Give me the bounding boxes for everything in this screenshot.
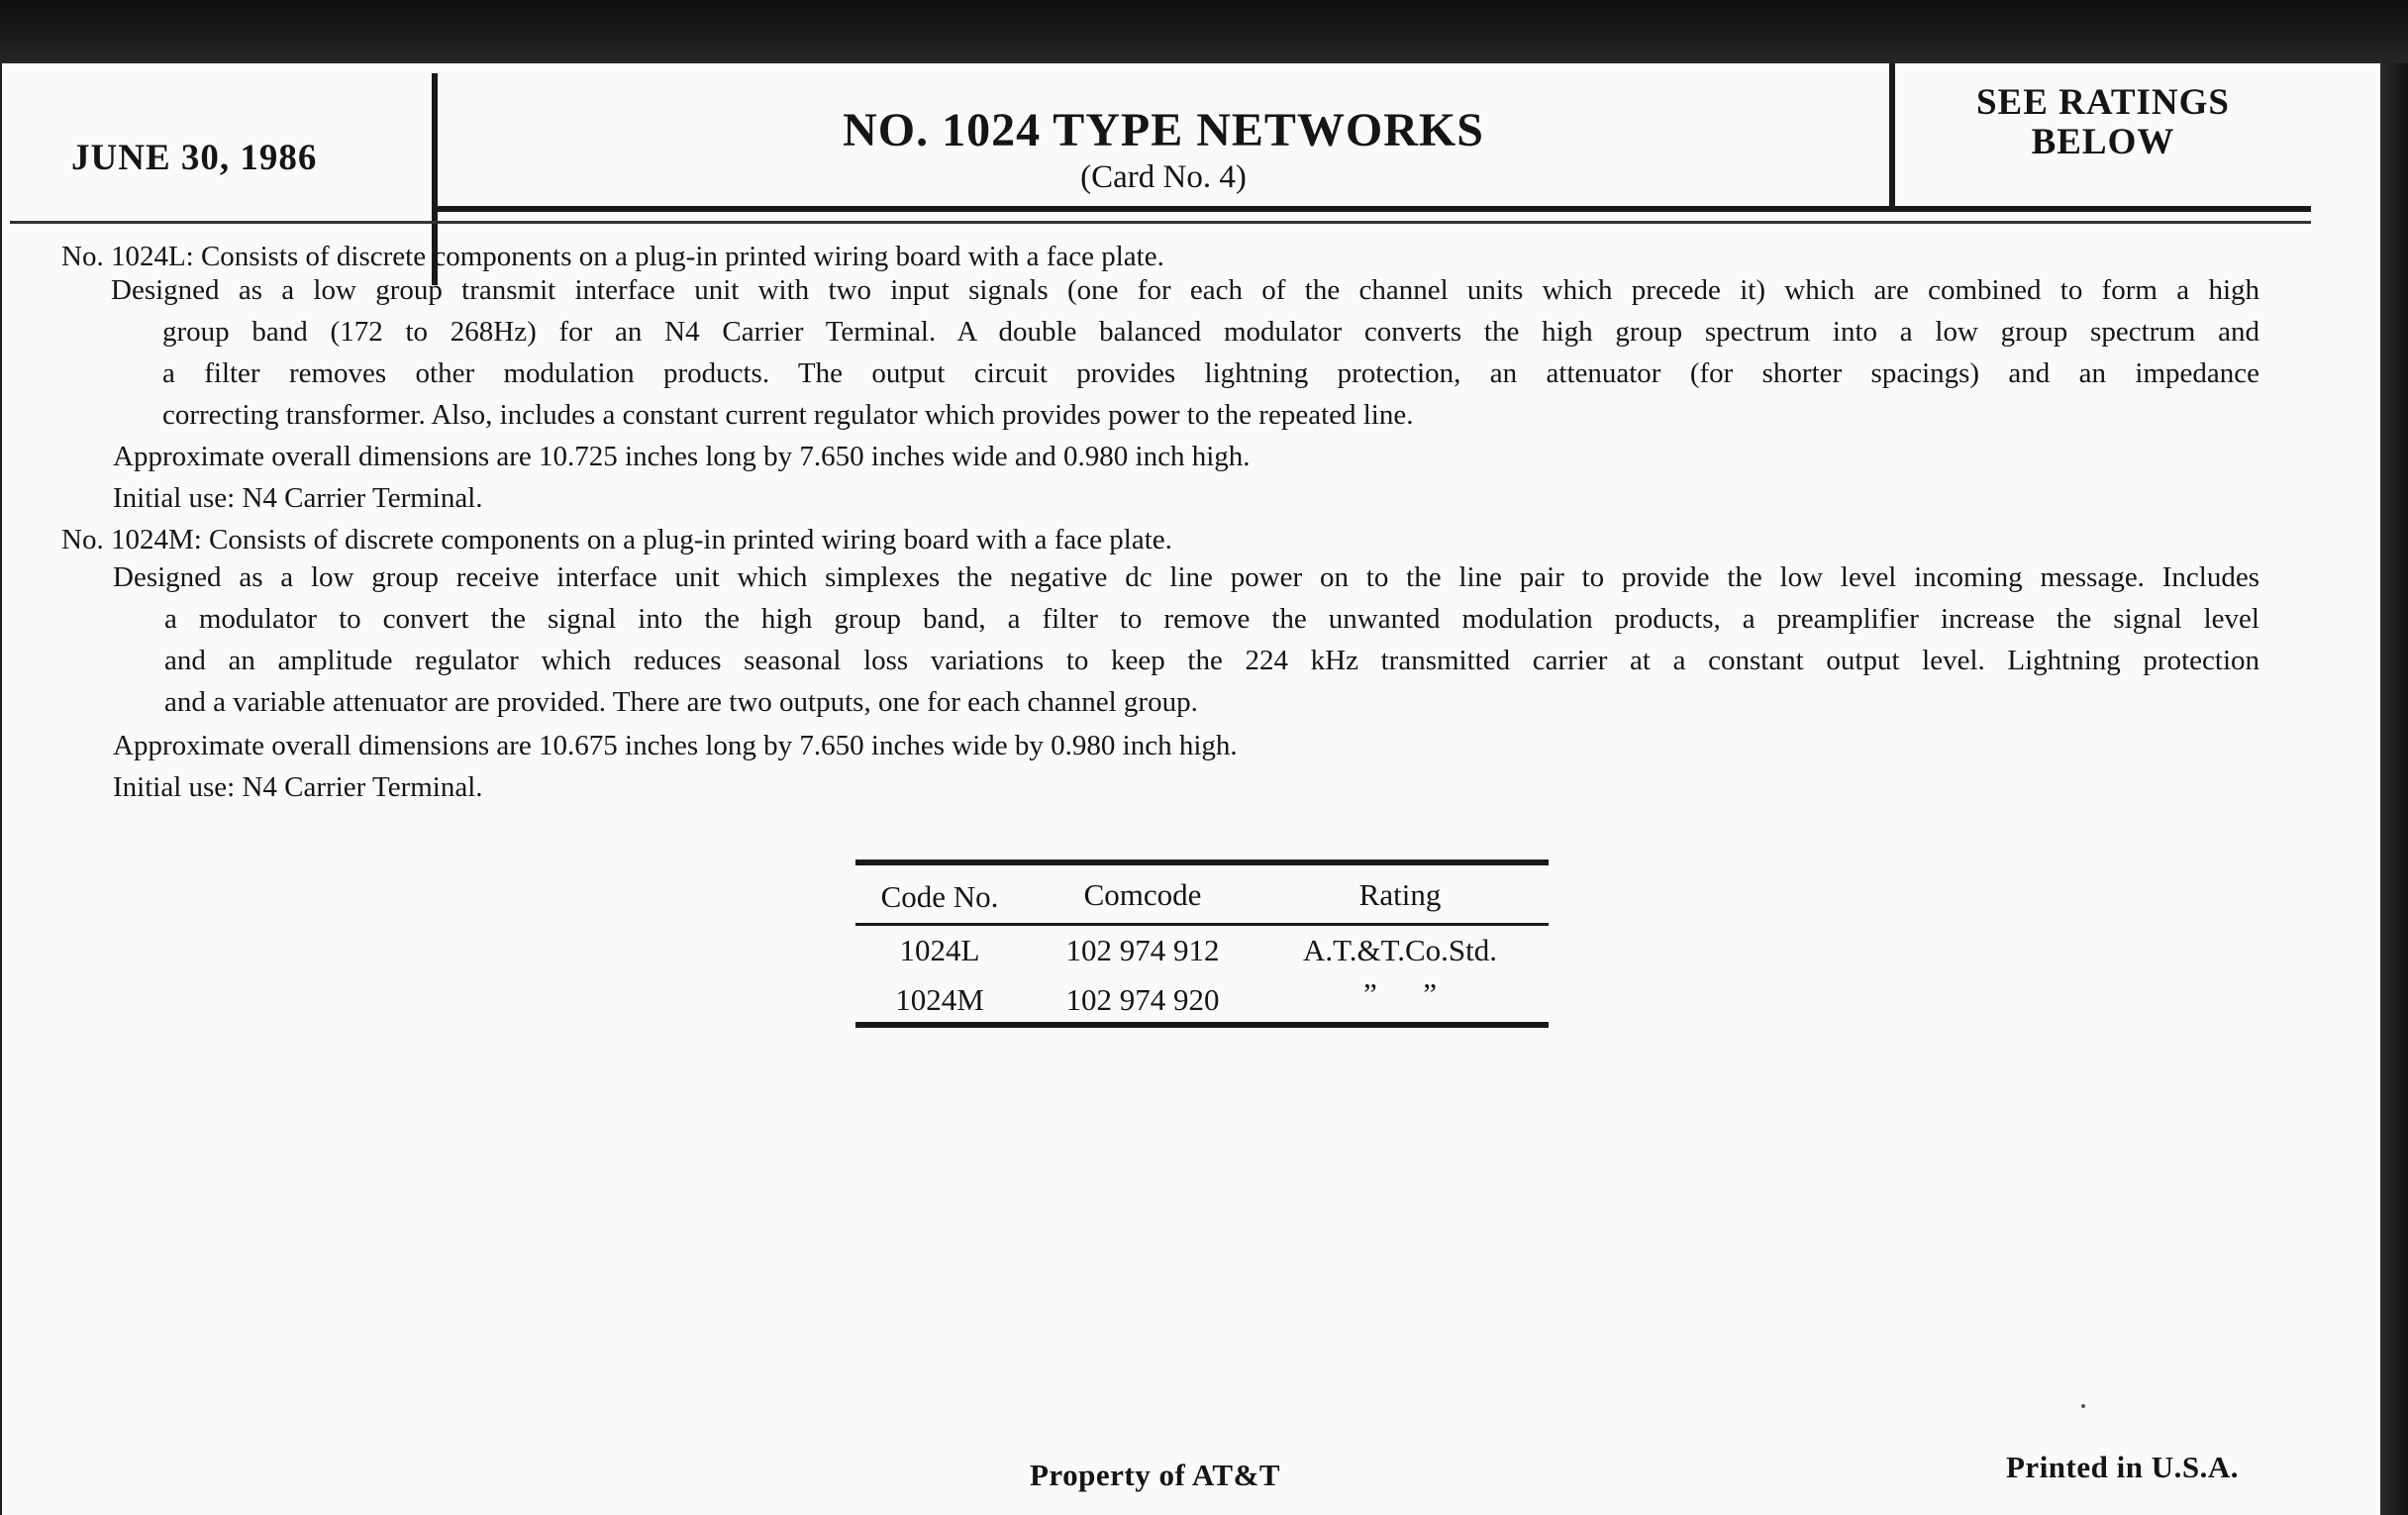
no-1024m-initial-use: Initial use: N4 Carrier Terminal.: [113, 771, 483, 803]
no-1024m-desc-line: and a variable attenuator are provided. There are two outputs, one for each channel group.: [164, 686, 1198, 718]
footer-printed: Printed in U.S.A.: [2006, 1450, 2239, 1484]
scanner-right-border: [2380, 63, 2408, 1515]
no-1024m-desc-line: a modulator to convert the signal into the high group band, a filter to remove the unwanted modulation products, a preamplifier increase the signal level: [164, 603, 2259, 635]
ratings-note-line2: BELOW: [2031, 122, 2175, 162]
no-1024l-intro: No. 1024L: Consists of discrete components on a plug-in printed wiring board with a face plate.: [61, 241, 1164, 272]
header-rule: [434, 206, 2311, 212]
table-header-code-no: Code No.: [880, 879, 999, 914]
no-1024l-desc-line: correcting transformer. Also, includes a constant current regulator which provides power to the repeated line.: [162, 399, 1414, 431]
no-1024l-initial-use: Initial use: N4 Carrier Terminal.: [113, 482, 483, 514]
card-subtitle: (Card No. 4): [1080, 159, 1247, 195]
table-bottom-rule: [855, 1022, 1549, 1028]
ratings-note-line1: SEE RATINGS: [1975, 82, 2231, 123]
card-title: NO. 1024 TYPE NETWORKS: [843, 104, 1484, 156]
table-cell-code: 1024L: [899, 933, 980, 967]
scanner-top-border: [0, 0, 2408, 63]
table-header-rule: [855, 923, 1549, 926]
scan-speck: [2081, 1404, 2085, 1408]
table-cell-comcode: 102 974 920: [1065, 982, 1220, 1017]
no-1024l-desc-line: group band (172 to 268Hz) for an N4 Carrier Terminal. A double balanced modulator converts the high group spectrum into a low group spectrum and: [162, 316, 2259, 348]
card-date: JUNE 30, 1986: [71, 138, 318, 178]
table-cell-rating: ” ”: [1362, 976, 1438, 1011]
table-cell-code: 1024M: [895, 982, 984, 1017]
no-1024m-desc-line: Designed as a low group receive interface unit which simplexes the negative dc line power on to the line pair to provide the low level incoming message. Includes: [113, 561, 2259, 593]
no-1024m-intro: No. 1024M: Consists of discrete components on a plug-in printed wiring board with a face plate.: [61, 524, 1172, 556]
table-top-rule: [855, 859, 1549, 865]
no-1024m-dimensions: Approximate overall dimensions are 10.675 inches long by 7.650 inches wide by 0.980 inch high.: [113, 730, 1238, 761]
table-header-comcode: Comcode: [1083, 877, 1202, 912]
table-header-rating: Rating: [1358, 877, 1442, 912]
no-1024l-dimensions: Approximate overall dimensions are 10.725 inches long by 7.650 inches wide and 0.980 inch high.: [113, 441, 1251, 472]
ratings-note: [1895, 83, 2311, 162]
no-1024l-desc-line: a filter removes other modulation products. The output circuit provides lightning protection, an attenuator (for shorter spacings) and an impedance: [162, 357, 2259, 389]
catalog-card: [2, 63, 2380, 1515]
no-1024m-desc-line: and an amplitude regulator which reduces seasonal loss variations to keep the 224 kHz transmitted carrier at a constant output level. Lightning protection: [164, 645, 2259, 676]
no-1024l-desc-line: Designed as a low group transmit interface unit with two input signals (one for each of the channel units which precede it) which are combined to form a high: [111, 274, 2259, 306]
footer-property: Property of AT&T: [1030, 1458, 1281, 1492]
table-cell-rating: A.T.&T.Co.Std.: [1302, 933, 1498, 967]
table-cell-comcode: 102 974 912: [1065, 933, 1220, 967]
title-block: [438, 103, 1889, 196]
header-bottom-rule: [10, 221, 2311, 224]
